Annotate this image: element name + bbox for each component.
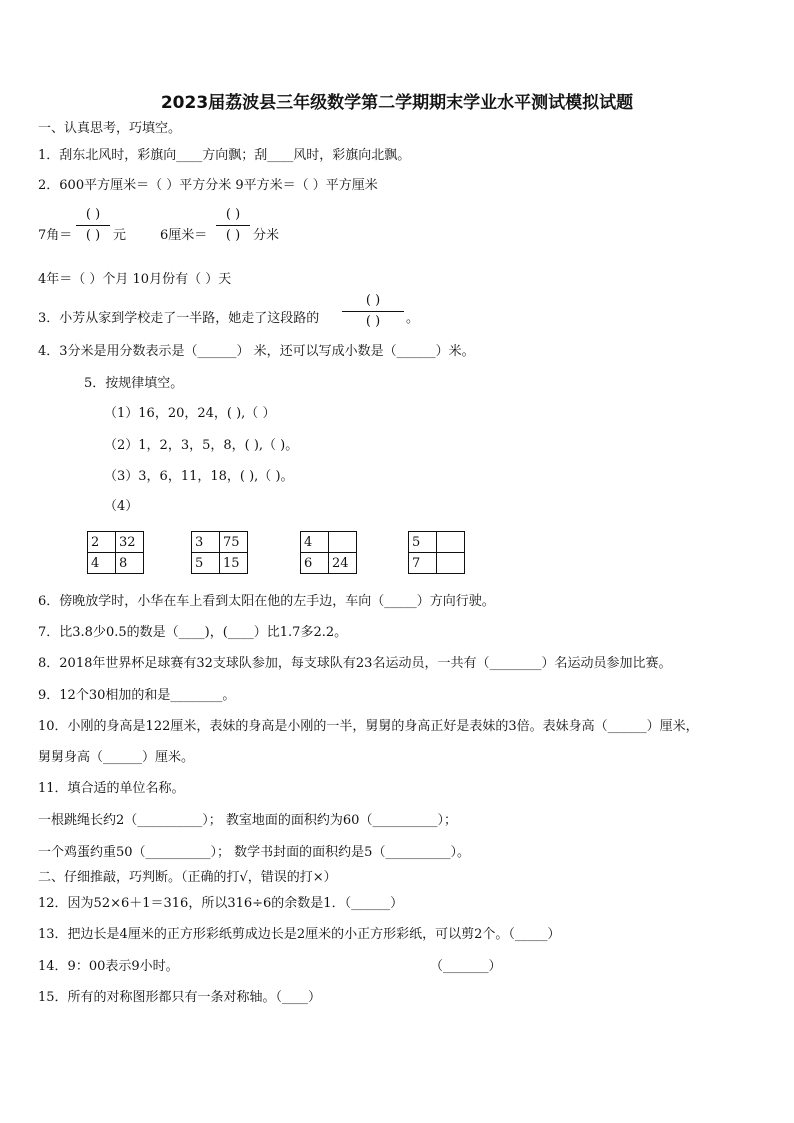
question-2-line-3: 4年＝（ ）个月 10月份有（ ）天	[38, 272, 232, 287]
grid-cell: 75	[220, 532, 248, 553]
question-5-1: （1）16，20，24，( ),（ ）	[104, 406, 276, 421]
grid-cell: 7	[409, 553, 437, 574]
question-8: 8．2018年世界杯足球赛有32支球队参加，每支球队有23名运动员，一共有（________）名运动员参加比赛。	[38, 656, 672, 671]
grid-cell	[329, 532, 357, 553]
pattern-grid-2	[191, 531, 248, 574]
question-13: 13．把边长是4厘米的正方形彩纸剪成边长是2厘米的小正方形彩纸，可以剪2个。（_____）	[38, 927, 561, 942]
question-10-line-2: 舅舅身高（______）厘米。	[38, 750, 195, 765]
question-9: 9．12个30相加的和是________。	[38, 688, 236, 703]
fraction-bar	[216, 225, 250, 226]
pattern-grid-4	[408, 531, 465, 574]
section-heading-fill-blank: 一、认真思考，巧填空。	[38, 121, 182, 136]
grid-cell: 5	[192, 553, 220, 574]
question-2: 2．600平方厘米＝（ ）平方分米 9平方米＝（ ）平方厘米	[38, 178, 378, 193]
question-11-line-1: 一根跳绳长约2（__________）； 教室地面的面积约为60（__________）；	[38, 813, 457, 828]
question-5: 5．按规律填空。	[84, 376, 184, 391]
question-1: 1．刮东北风时，彩旗向____方向飘；刮____风时，彩旗向北飘。	[38, 148, 411, 163]
question-15: 15．所有的对称图形都只有一条对称轴。（____）	[38, 990, 322, 1005]
grid-cell: 15	[220, 553, 248, 574]
question-10-line-1: 10．小刚的身高是122厘米，表妹的身高是小刚的一半，舅舅的身高正好是表妹的3倍。表妹身高（______）厘米，	[38, 719, 699, 734]
grid-cell: 5	[409, 532, 437, 553]
page-title: 2023届荔波县三年级数学第二学期期末学业水平测试模拟试题	[160, 93, 634, 113]
question-4: 4．3分米是用分数表示是（______） 米，还可以写成小数是（______）米。	[38, 344, 475, 359]
question-5-3: （3）3，6，11，18，( ),（ )。	[104, 469, 294, 484]
grid-cell	[437, 532, 465, 553]
pattern-grid-3	[300, 531, 357, 574]
question-6: 6．傍晚放学时，小华在车上看到太阳在他的左手边，车向（_____）方向行驶。	[38, 594, 495, 609]
grid-cell: 2	[88, 532, 116, 553]
grid-cell: 32	[116, 532, 144, 553]
question-5-4: （4）	[104, 499, 139, 514]
fraction-bar	[76, 225, 110, 226]
question-5-2: （2）1，2，3，5，8，( ),（ )。	[104, 438, 299, 453]
grid-cell: 24	[329, 553, 357, 574]
question-11: 11．填合适的单位名称。	[38, 781, 185, 796]
grid-cell: 8	[116, 553, 144, 574]
grid-cell: 4	[88, 553, 116, 574]
question-14-answer-blank: （_______）	[430, 959, 502, 974]
question-7: 7．比3.8少0.5的数是（____)，(____）比1.7多2.2。	[38, 625, 348, 640]
fraction-bar	[342, 311, 404, 312]
grid-cell: 6	[301, 553, 329, 574]
grid-cell: 4	[301, 532, 329, 553]
grid-cell: 3	[192, 532, 220, 553]
grid-cell	[437, 553, 465, 574]
pattern-grid-1	[87, 531, 144, 574]
question-11-line-2: 一个鸡蛋约重50（__________）； 数学书封面的面积约是5（__________）。	[38, 845, 470, 860]
section-heading-true-false: 二、仔细推敲，巧判断。（正确的打√，错误的打×）	[38, 870, 337, 885]
question-14: 14．9：00表示9小时。	[38, 959, 179, 974]
question-12: 12．因为52×6＋1＝316，所以316÷6的余数是1．（______）	[38, 896, 404, 911]
